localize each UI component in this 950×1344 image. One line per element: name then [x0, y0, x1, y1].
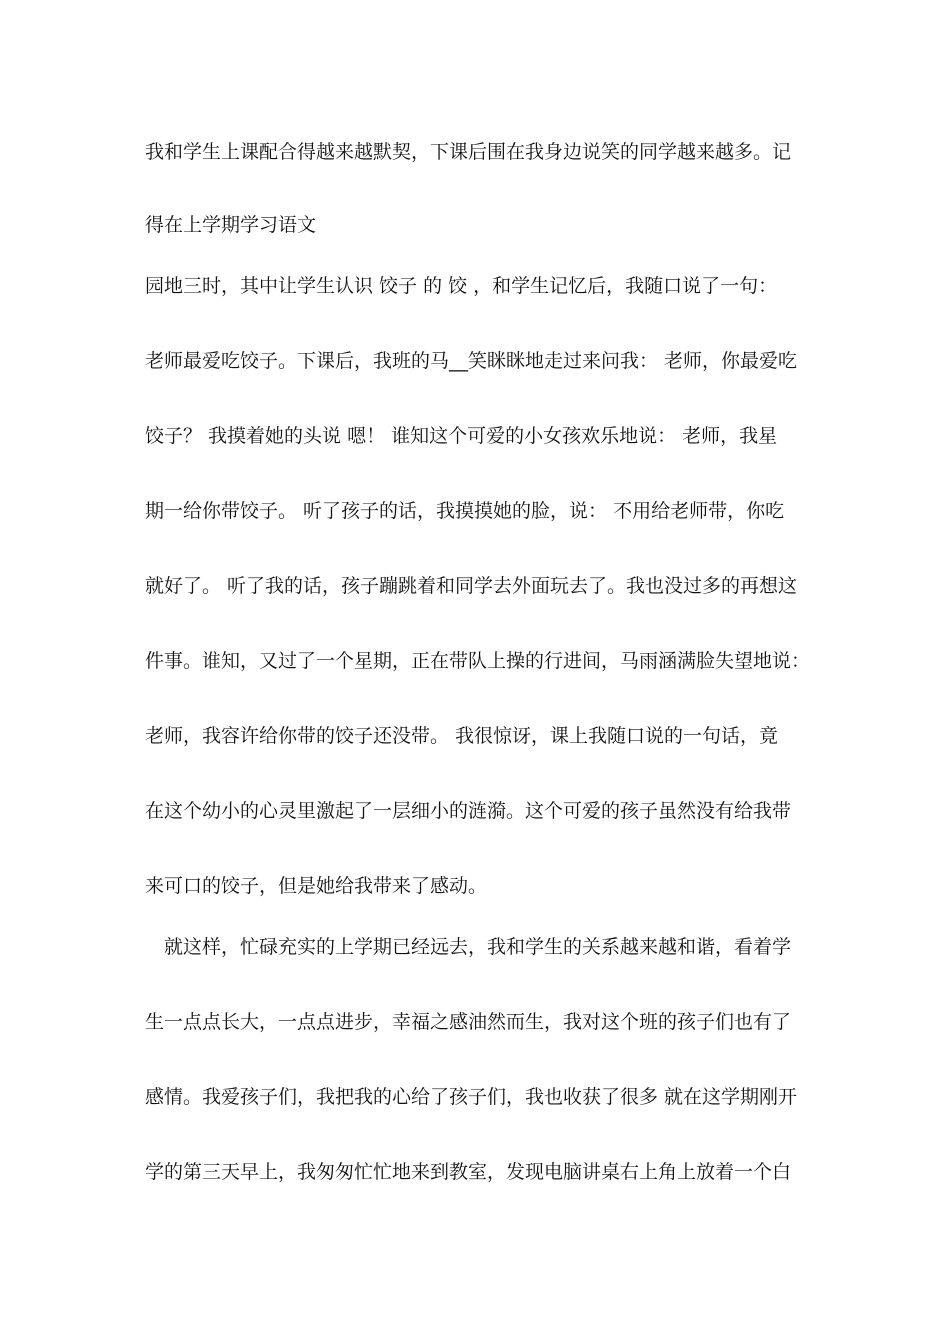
text-line-2: 得在上学期学习语文 [145, 214, 317, 236]
text-line-12: 就这样，忙碌充实的上学期已经远去，我和学生的关系越来越和谐，看着学 [145, 936, 792, 958]
text-line-10: 在这个幼小的心灵里激起了一层细小的涟漪。这个可爱的孩子虽然没有给我带 [145, 800, 792, 822]
text-line-14: 感情。我爱孩子们，我把我的心给了孩子们，我也收获了很多 就在这学期刚开 [145, 1086, 798, 1108]
text-line-1: 我和学生上课配合得越来越默契，下课后围在我身边说笑的同学越来越多。记 [145, 141, 792, 163]
text-line-9: 老师，我容许给你带的饺子还没带。 我很惊讶，课上我随口说的一句话，竟 [145, 725, 779, 747]
text-line-11: 来可口的饺子，但是她给我带来了感动。 [145, 875, 488, 897]
text-line-5: 饺子？ 我摸着她的头说 嗯！ 谁知这个可爱的小女孩欢乐地说： 老师，我星 [145, 425, 778, 447]
text-line-3: 园地三时，其中让学生认识 饺子 的 饺 ，和学生记忆后，我随口说了一句： [145, 275, 778, 297]
text-line-6: 期一给你带饺子。 听了孩子的话，我摸摸她的脸，说： 不用给老师带，你吃 [145, 500, 785, 522]
text-line-13: 生一点点长大，一点点进步，幸福之感油然而生，我对这个班的孩子们也有了 [145, 1011, 792, 1033]
text-line-8: 件事。谁知，又过了一个星期，正在带队上操的行进间，马雨涵满脸失望地说： [145, 650, 811, 672]
text-line-7: 就好了。 听了我的话，孩子蹦跳着和同学去外面玩去了。我也没过多的再想这 [145, 575, 798, 597]
text-line-4: 老师最爱吃饺子。下课后，我班的马__笑眯眯地走过来问我： 老师，你最爱吃 [145, 350, 798, 372]
text-line-15: 学的第三天早上，我匆匆忙忙地来到教室，发现电脑讲桌右上角上放着一个白 [145, 1161, 792, 1183]
